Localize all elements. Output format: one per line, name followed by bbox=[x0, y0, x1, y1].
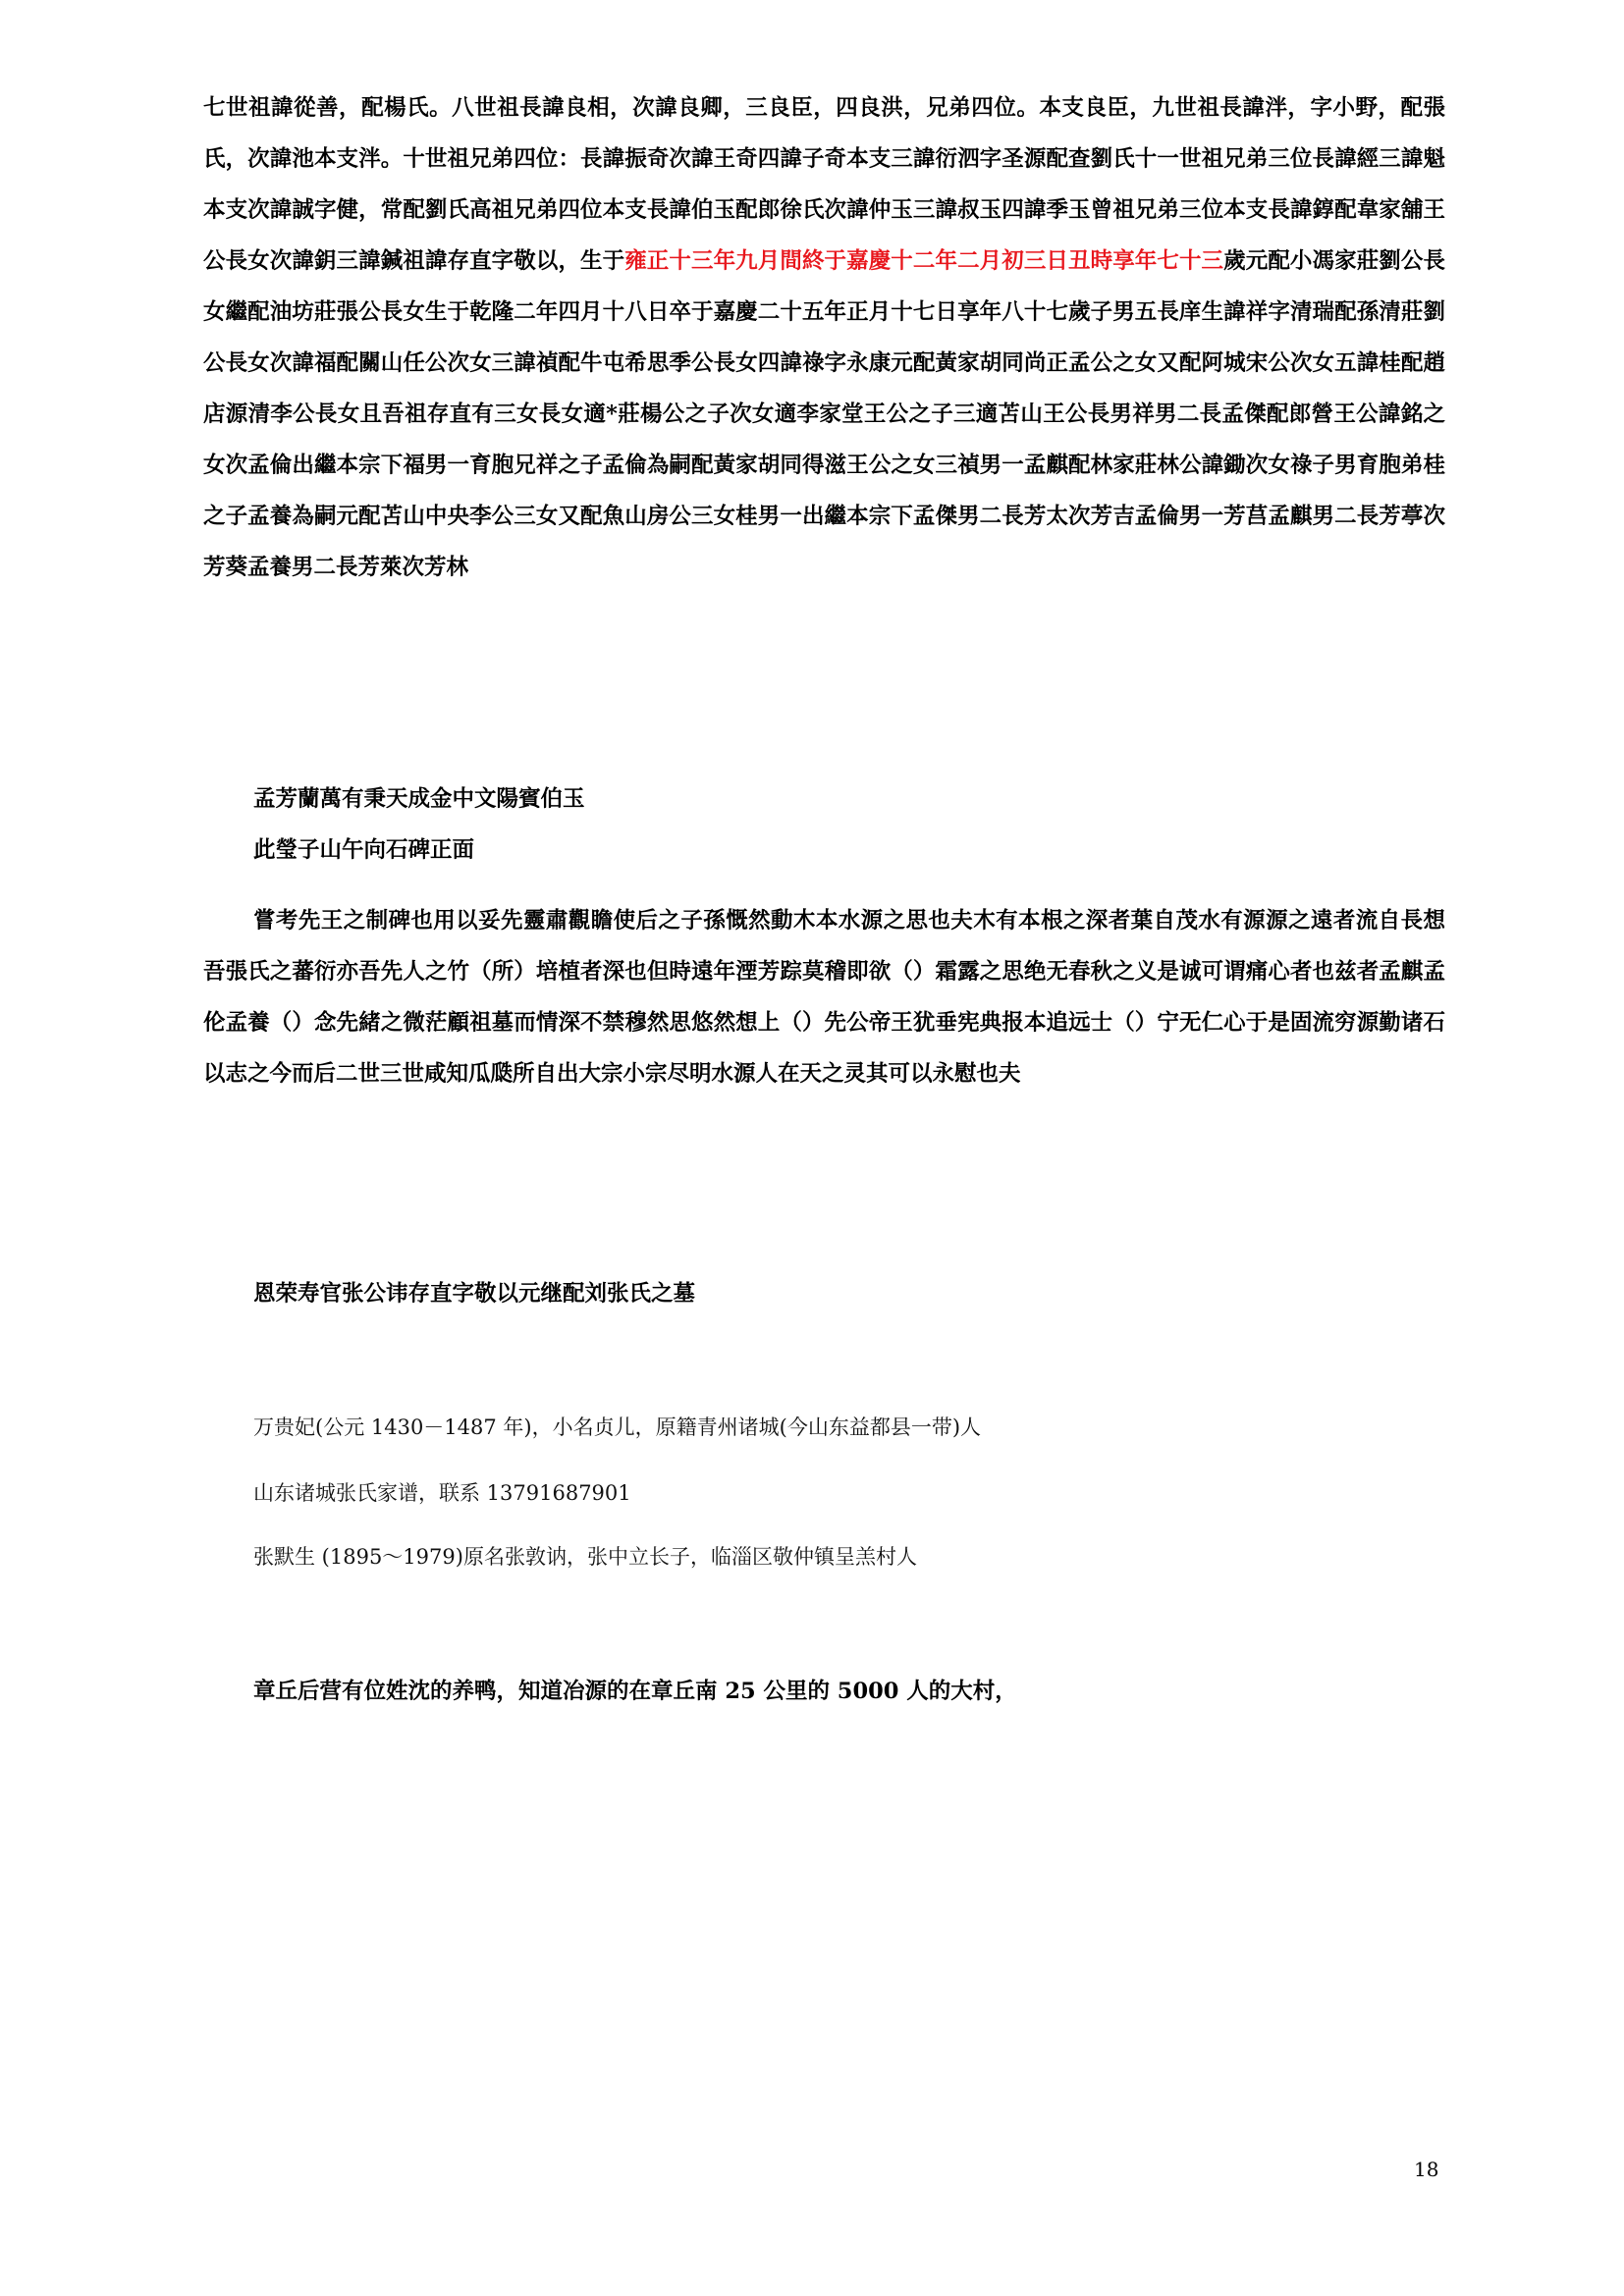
village-note: 章丘后营有位姓沈的养鸭，知道冶源的在章丘南 25 公里的 5000 人的大村， bbox=[253, 1679, 1017, 1704]
note-line-2: 山东诸城张氏家谱，联系 13791687901 bbox=[253, 1481, 631, 1505]
genealogy-highlighted-dates: 雍正十三年九月間終于嘉慶十二年二月初三日丑時享年七十三 bbox=[624, 248, 1224, 274]
note-line-1: 万贵妃(公元 1430－1487 年)，小名贞儿，原籍青州诸城(今山东益都县一带)人 bbox=[253, 1415, 982, 1439]
page-number: 18 bbox=[1414, 2158, 1439, 2181]
genealogy-text-before: 七世祖諱從善，配楊氏。八世祖長諱良相，次諱良卿，三良臣，四良洪，兄弟四位。本支良臣，九世祖長諱泮，字小野，配張氏，次諱池本支泮。十世祖兄弟四位：長諱振奇次諱王奇四諱子奇本支三諱衍泗字圣源配查劉氏十一世祖兄弟三位長諱經三諱魁本支次諱誠字健，常配劉氏高祖兄弟四位本支長諱伯玉配郎徐氏次諱仲玉三諱叔玉四諱季玉曾祖兄弟三位本支長諱錞配韋家舖王公長女次諱鈅三諱鍼祖諱存直字敬以，生于 bbox=[203, 95, 1445, 274]
tombstone-essay: 嘗考先王之制碑也用以妥先靈肅觀瞻使后之子孫慨然動木本水源之思也夫木有本根之深者葉自茂水有源源之遠者流自長想吾張氏之蕃衍亦吾先人之竹（所）培植者深也但時遠年湮芳踪莫稽即欲（）霜露之思绝无春秋之义是诚可谓痛心者也兹者孟麒孟伦孟養（）念先緒之微茫顧祖墓而情深不禁穆然思悠然想上（）先公帝王犹垂宪典报本追远士（）宁无仁心于是固流穷源勤诸石以志之今而后二世三世咸知瓜瓞所自出大宗小宗尽明水源人在天之灵其可以永慰也夫 bbox=[203, 908, 1445, 1087]
orientation-line: 此瑩子山午向石碑正面 bbox=[253, 837, 475, 863]
genealogy-text-after: 歲元配小馮家莊劉公長女繼配油坊莊張公長女生于乾隆二年四月十八日卒于嘉慶二十五年正月十七日享年八十七歲子男五長庠生諱祥字清瑞配孫清莊劉公長女次諱福配關山任公次女三諱禎配牛屯希思季公長女四諱祿字永康元配黃家胡同尚正孟公之女又配阿城宋公次女五諱桂配趙店源清李公長女且吾祖存直有三女長女適*莊楊公之子次女適李家堂王公之子三適苫山王公長男祥男二長孟傑配郎營王公諱銘之女次孟倫出繼本宗下福男一育胞兄祥之子孟倫為嗣配黃家胡同得滋王公之女三禎男一孟麒配林家莊林公諱鋤次女祿子男育胞弟桂之子孟養為嗣元配苫山中央李公三女又配魚山房公三女桂男一出繼本宗下孟傑男二長芳太次芳吉孟倫男一芳莒孟麒男二長芳葶次芳葵孟養男二長芳萊次芳林 bbox=[203, 248, 1445, 580]
genealogy-paragraph bbox=[203, 82, 1445, 593]
note-line-3: 张默生 (1895～1979)原名张敦讷，张中立长子，临淄区敬仲镇呈羔村人 bbox=[253, 1545, 917, 1569]
tomb-inscription-title: 恩荣寿官张公讳存直字敬以元继配刘张氏之墓 bbox=[253, 1281, 696, 1307]
names-line: 孟芳蘭萬有秉天成金中文陽賓伯玉 bbox=[253, 786, 585, 812]
